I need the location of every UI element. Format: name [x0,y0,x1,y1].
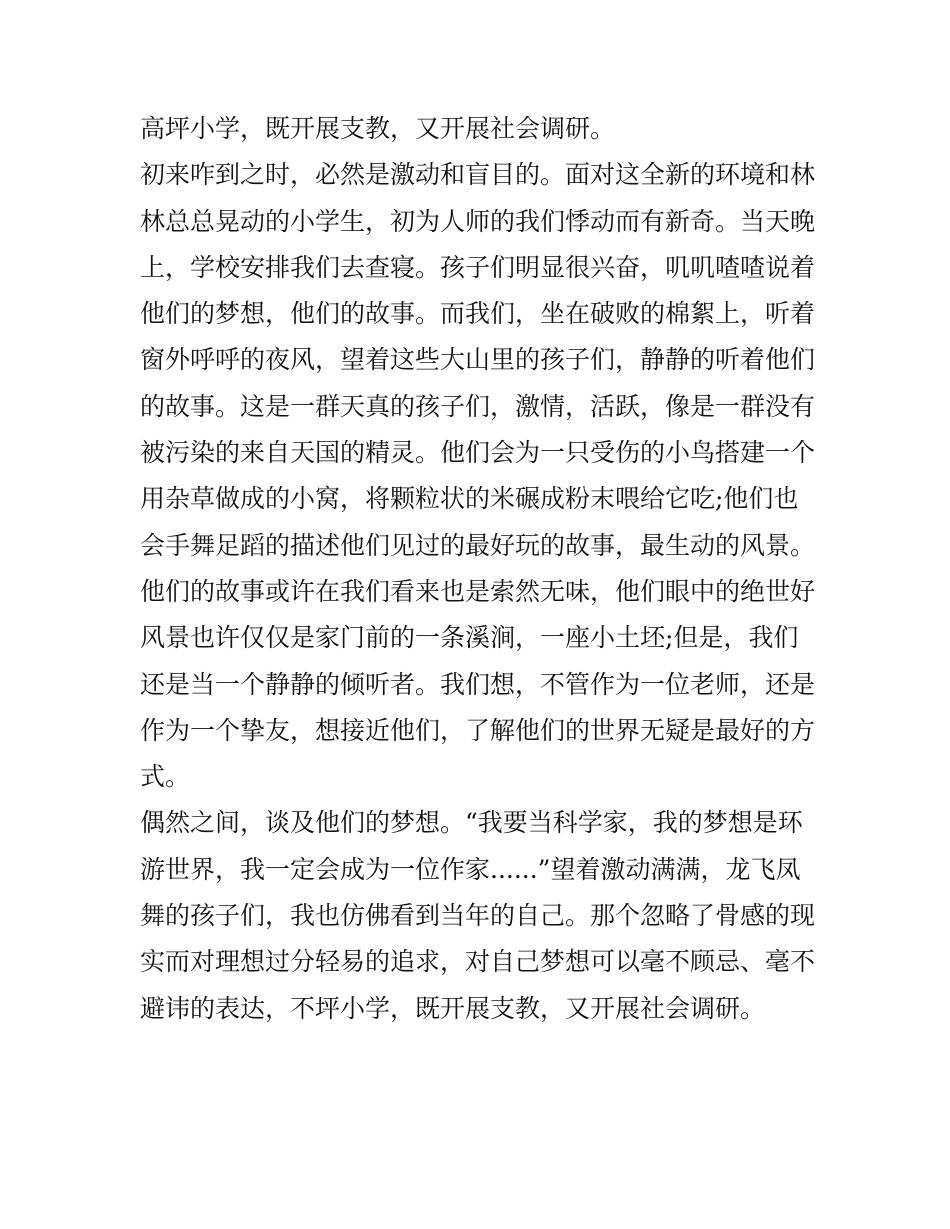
text-line: 的故事。这是一群天真的孩子们，激情，活跃，像是一群没有 [140,391,816,421]
text-line: 实而对理想过分轻易的追求，对自己梦想可以毫不顾忌、毫不 [140,947,816,977]
text-line: 舞的孩子们，我也仿佛看到当年的自己。那个忽略了骨感的现 [140,901,816,931]
body-text [140,106,815,1032]
text-line: 偶然之间，谈及他们的梦想。“我要当科学家，我的梦想是环 [140,808,803,838]
text-line: 作为一个挚友，想接近他们，了解他们的世界无疑是最好的方 [140,715,816,745]
text-line: 用杂草做成的小窝，将颗粒状的米碾成粉末喂给它吃;他们也 [140,484,799,514]
text-line: 风景也许仅仅是家门前的一条溪涧，一座小土坯;但是，我们 [140,623,799,653]
text-line: 还是当一个静静的倾听者。我们想，不管作为一位老师，还是 [140,669,816,699]
text-line: 上，学校安排我们去查寝。孩子们明显很兴奋，叽叽喳喳说着 [140,252,816,282]
text-line: 高坪小学，既开展支教，又开展社会调研。 [140,114,616,143]
text-line: 会手舞足蹈的描述他们见过的最好玩的故事，最生动的风景。 [140,530,816,560]
text-line: 避讳的表达，不坪小学，既开展支教，又开展社会调研。 [140,993,766,1023]
text-line: 式。 [140,762,191,792]
text-line: 窗外呼呼的夜风，望着这些大山里的孩子们，静静的听着他们 [140,345,816,375]
text-line: 游世界，我一定会成为一位作家......”望着激动满满，龙飞凤 [140,854,801,884]
text-line: 初来咋到之时，必然是激动和盲目的。面对这全新的环境和林 [140,160,816,190]
text-line: 他们的故事或许在我们看来也是索然无味，他们眼中的绝世好 [140,576,816,606]
text-line: 被污染的来自天国的精灵。他们会为一只受伤的小鸟搭建一个 [140,438,816,468]
text-line: 他们的梦想，他们的故事。而我们，坐在破败的棉絮上，听着 [140,299,816,329]
text-line: 林总总晃动的小学生，初为人师的我们悸动而有新奇。当天晚 [140,206,816,236]
